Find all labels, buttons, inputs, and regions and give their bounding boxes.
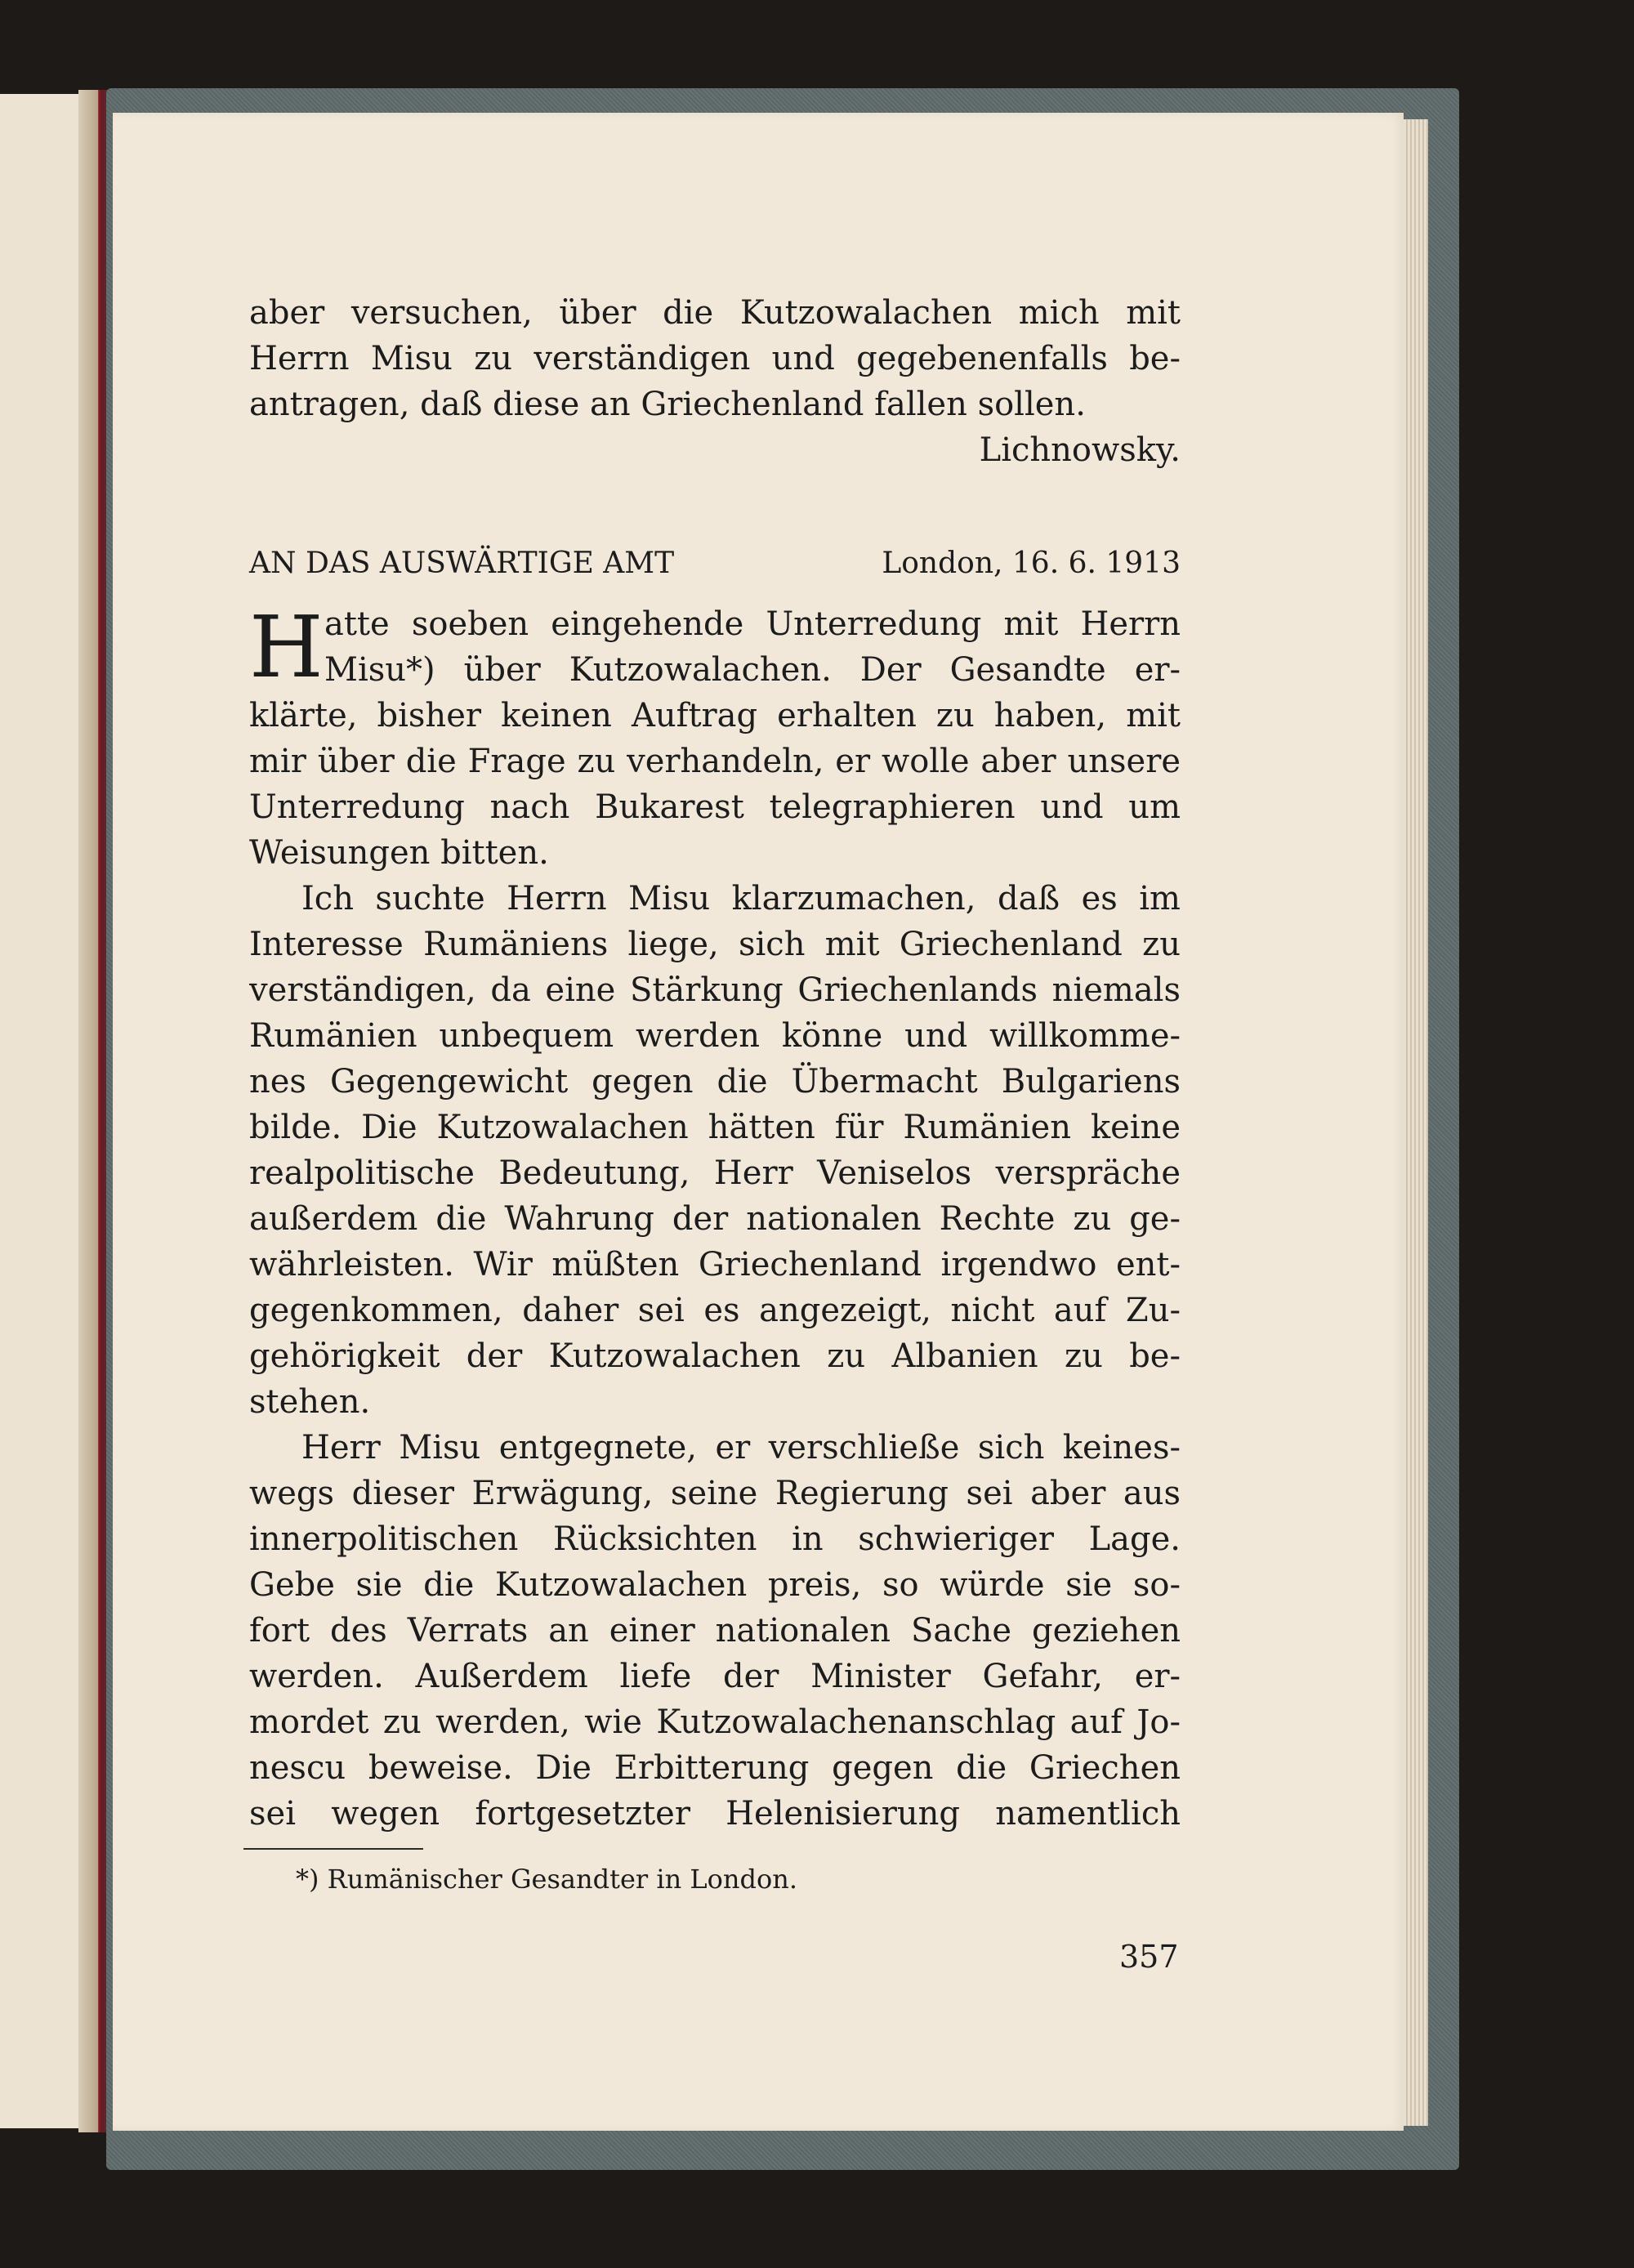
text-line: außerdem die Wahrung der nationalen Rechte zu ge- [249, 1200, 1181, 1238]
text-line: Herr Misu entgegnete, er verschließe sich keines- [301, 1429, 1181, 1467]
text-line: Weisungen bitten. [249, 834, 549, 872]
text-line: nescu beweise. Die Erbitterung gegen die Griechen [249, 1749, 1181, 1787]
text-line: atte soeben eingehende Unterredung mit Herrn [324, 605, 1181, 643]
text-line: währleisten. Wir müßten Griechenland irgendwo ent- [249, 1246, 1181, 1284]
text-line: Ich suchte Herrn Misu klarzumachen, daß es im [301, 880, 1181, 917]
page-stack-edge [1404, 119, 1428, 2126]
text-line: wegs dieser Erwägung, seine Regierung sei aber aus [249, 1475, 1181, 1512]
text-line: realpolitische Bedeutung, Herr Veniselos verspräche [249, 1154, 1181, 1192]
paragraph-2 [249, 876, 1181, 1425]
text-line: Rumänien unbequem werden könne und willkomme- [249, 1017, 1181, 1055]
text-line: stehen. [249, 1383, 371, 1421]
drop-cap: H [249, 597, 324, 697]
text-line: Herrn Misu zu verständigen und gegebenenfalls be- [249, 340, 1181, 377]
text-line: klärte, bisher keinen Auftrag erhalten zu haben, mit [249, 697, 1181, 734]
text-line: gegenkommen, daher sei es angezeigt, nicht auf Zu- [249, 1292, 1181, 1329]
text-line: Gebe sie die Kutzowalachen preis, so würde sie so- [249, 1566, 1181, 1604]
text-line: werden. Außerdem liefe der Minister Gefahr, er- [249, 1658, 1181, 1695]
text-line: Unterredung nach Bukarest telegraphieren und um [249, 788, 1181, 826]
page-number: 357 [1119, 1939, 1179, 1975]
text-line: fort des Verrats an einer nationalen Sache geziehen [249, 1612, 1181, 1650]
text-line: sei wegen fortgesetzter Helenisierung namentlich [249, 1795, 1181, 1833]
text-line: mir über die Frage zu verhandeln, er wolle aber unsere [249, 743, 1181, 780]
text-line: nes Gegengewicht gegen die Übermacht Bulgariens [249, 1063, 1181, 1101]
place-date: London, 16. 6. 1913 [882, 547, 1181, 580]
text-line: antragen, daß diese an Griechenland fallen sollen. [249, 386, 1086, 423]
footnote: *) Rumänischer Gesandter in London. [296, 1864, 798, 1895]
paragraph-3 [249, 1425, 1181, 1837]
text-line: Misu*) über Kutzowalachen. Der Gesandte er- [324, 651, 1181, 689]
text-line: innerpolitischen Rücksichten in schwieriger Lage. [249, 1520, 1181, 1558]
signature: Lichnowsky. [979, 431, 1181, 469]
text-line: mordet zu werden, wie Kutzowalachenanschlag auf Jo- [249, 1703, 1181, 1741]
letter-body [249, 597, 1181, 1837]
text-line: verständigen, da eine Stärkung Griechenlands niemals [249, 971, 1181, 1009]
text-line: aber versuchen, über die Kutzowalachen mich mit [249, 294, 1181, 332]
text-line: Interesse Rumäniens liege, sich mit Griechenland zu [249, 926, 1181, 963]
text-line: gehörigkeit der Kutzowalachen zu Albanien zu be- [249, 1337, 1181, 1375]
text-line: bilde. Die Kutzowalachen hätten für Rumänien keine [249, 1109, 1181, 1146]
recipient: AN DAS AUSWÄRTIGE AMT [249, 547, 675, 580]
paragraph-1 [249, 597, 1181, 876]
letter-heading [249, 543, 1181, 584]
footnote-rule [243, 1848, 423, 1850]
continuation-block [249, 290, 1181, 473]
